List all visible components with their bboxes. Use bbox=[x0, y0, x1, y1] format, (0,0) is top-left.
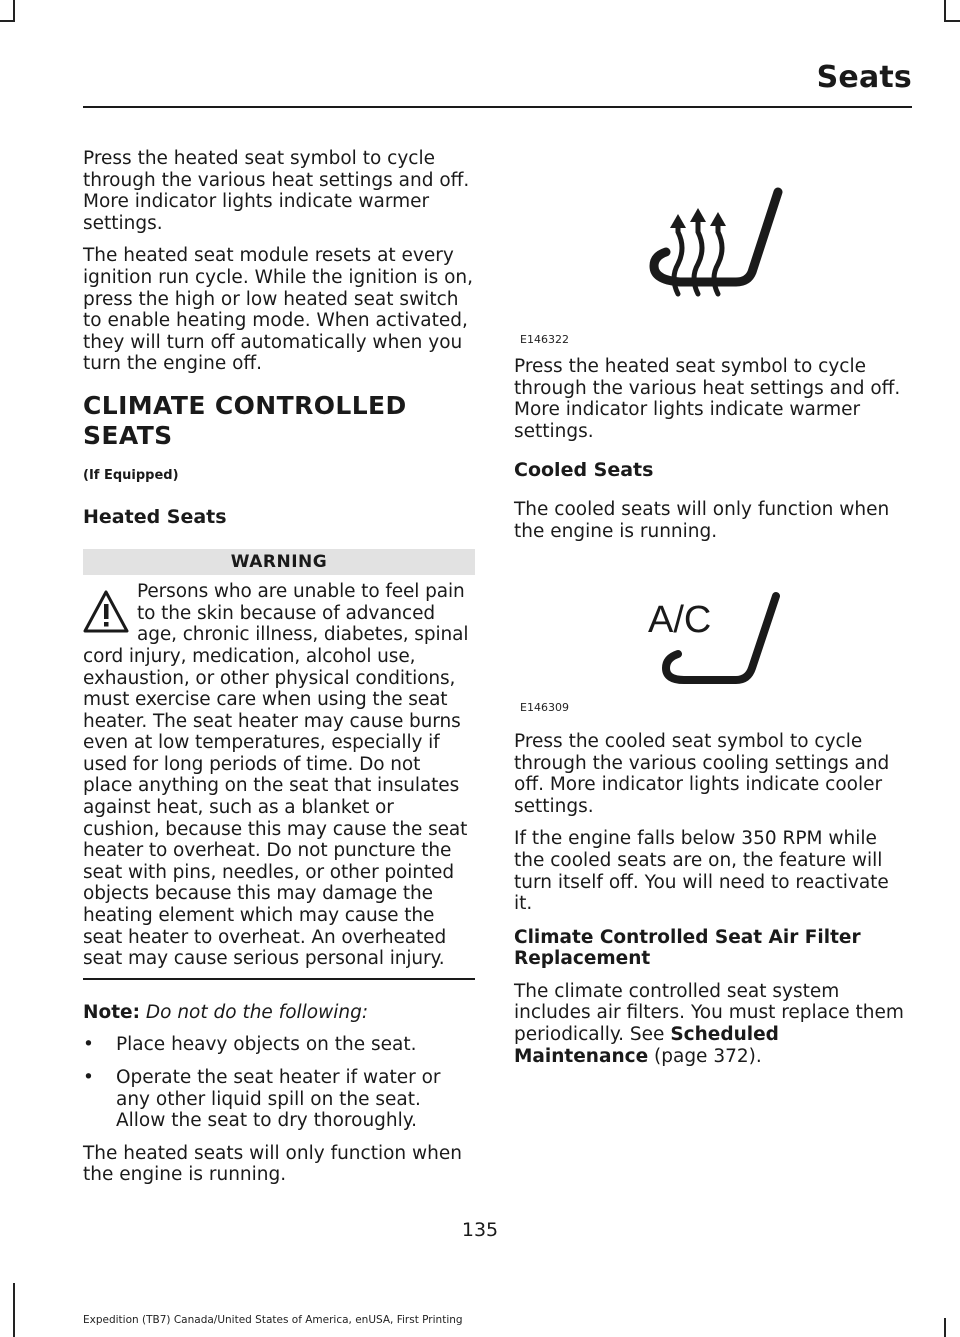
crop-mark bbox=[944, 0, 946, 22]
cooled-seats-heading: Cooled Seats bbox=[514, 459, 654, 482]
list-item-text: Operate the seat heater if water or any other liquid spill on the seat. Allow the seat to dry thoroughly. bbox=[116, 1067, 441, 1132]
paragraph: Press the cooled seat symbol to cycle through the various cooling settings and off. More indicator lights indicate cooler settings. bbox=[514, 731, 890, 817]
page-title: Seats bbox=[816, 60, 912, 95]
crop-mark bbox=[944, 20, 960, 22]
list-item bbox=[83, 1067, 475, 1132]
figure-id: E146322 bbox=[520, 333, 569, 346]
note-text: Do not do the following: bbox=[145, 1001, 369, 1023]
list-item-text: Place heavy objects on the seat. bbox=[116, 1034, 417, 1056]
page-number: 135 bbox=[461, 1219, 499, 1241]
page-reference: (page 372). bbox=[648, 1045, 762, 1067]
warning-triangle-icon bbox=[83, 589, 129, 635]
header-divider bbox=[83, 106, 912, 108]
cooled-seat-icon bbox=[648, 588, 788, 692]
filter-text: The climate controlled seat system includes air filters. You must replace them periodically. See bbox=[514, 980, 904, 1045]
warning-label: WARNING bbox=[83, 549, 475, 575]
paragraph: The heated seat module resets at every ignition run cycle. While the ignition is on, press the high or low heated seat switch to enable heating mode. When activated, they will turn off automatically when you turn the engine off. bbox=[83, 245, 474, 375]
heated-seats-heading: Heated Seats bbox=[83, 505, 227, 528]
paragraph: If the engine falls below 350 RPM while the cooled seats are on, the feature will turn itself off. You will need to reactivate it. bbox=[514, 828, 889, 915]
paragraph: The cooled seats will only function when the engine is running. bbox=[514, 498, 890, 542]
paragraph: The heated seats will only function when the engine is running. bbox=[83, 1142, 462, 1186]
bullet: • bbox=[83, 1034, 94, 1056]
left-column bbox=[83, 148, 475, 1197]
paragraph bbox=[514, 981, 910, 1067]
bullet: • bbox=[83, 1067, 94, 1088]
right-column bbox=[514, 356, 910, 553]
ac-label: A/C bbox=[648, 599, 712, 641]
right-column-lower bbox=[514, 731, 910, 1078]
list-item bbox=[83, 1034, 475, 1056]
air-filter-heading: Climate Controlled Seat Air Filter Replacement bbox=[514, 926, 861, 969]
warning-text: Persons who are unable to feel pain to the skin because of advanced age, chronic illness, diabetes, spinal cord injury, medication, alcohol use, exhaustion, or other physical conditions, must exercise care when using the seat heater. The seat heater may cause burns even at low temperatures, especially if used for long periods of time. Do not place anything on the seat that insulates against heat, such as a blanket or cushion, because this may cause the seat heater to overheat. Do not puncture the seat with pins, needles, or other pointed objects because this may damage the heating element which may cause the seat heater to overheat. An overheated seat may cause serious personal injury. bbox=[83, 581, 469, 970]
scheduled-maintenance-link[interactable]: Scheduled Maintenance bbox=[514, 1023, 779, 1067]
bullet-list bbox=[83, 1034, 475, 1131]
if-equipped-label: (If Equipped) bbox=[83, 467, 179, 483]
crop-mark bbox=[0, 20, 15, 22]
paragraph: Press the heated seat symbol to cycle through the various heat settings and off. More indicator lights indicate warmer settings. bbox=[514, 356, 901, 442]
paragraph: Press the heated seat symbol to cycle through the various heat settings and off. More indicator lights indicate warmer settings. bbox=[83, 148, 470, 234]
footer-text: Expedition (TB7) Canada/United States of America, enUSA, First Printing bbox=[83, 1314, 463, 1326]
heated-seat-icon bbox=[640, 182, 790, 302]
warning-divider bbox=[83, 978, 475, 980]
section-title: CLIMATE CONTROLLED SEATS bbox=[83, 390, 407, 450]
figure-id: E146309 bbox=[520, 701, 569, 714]
crop-mark bbox=[13, 0, 15, 22]
crop-mark bbox=[944, 1318, 946, 1337]
crop-mark bbox=[13, 1283, 15, 1337]
note-label: Note: bbox=[83, 1001, 140, 1023]
warning-box bbox=[83, 549, 475, 980]
note bbox=[83, 1002, 475, 1024]
